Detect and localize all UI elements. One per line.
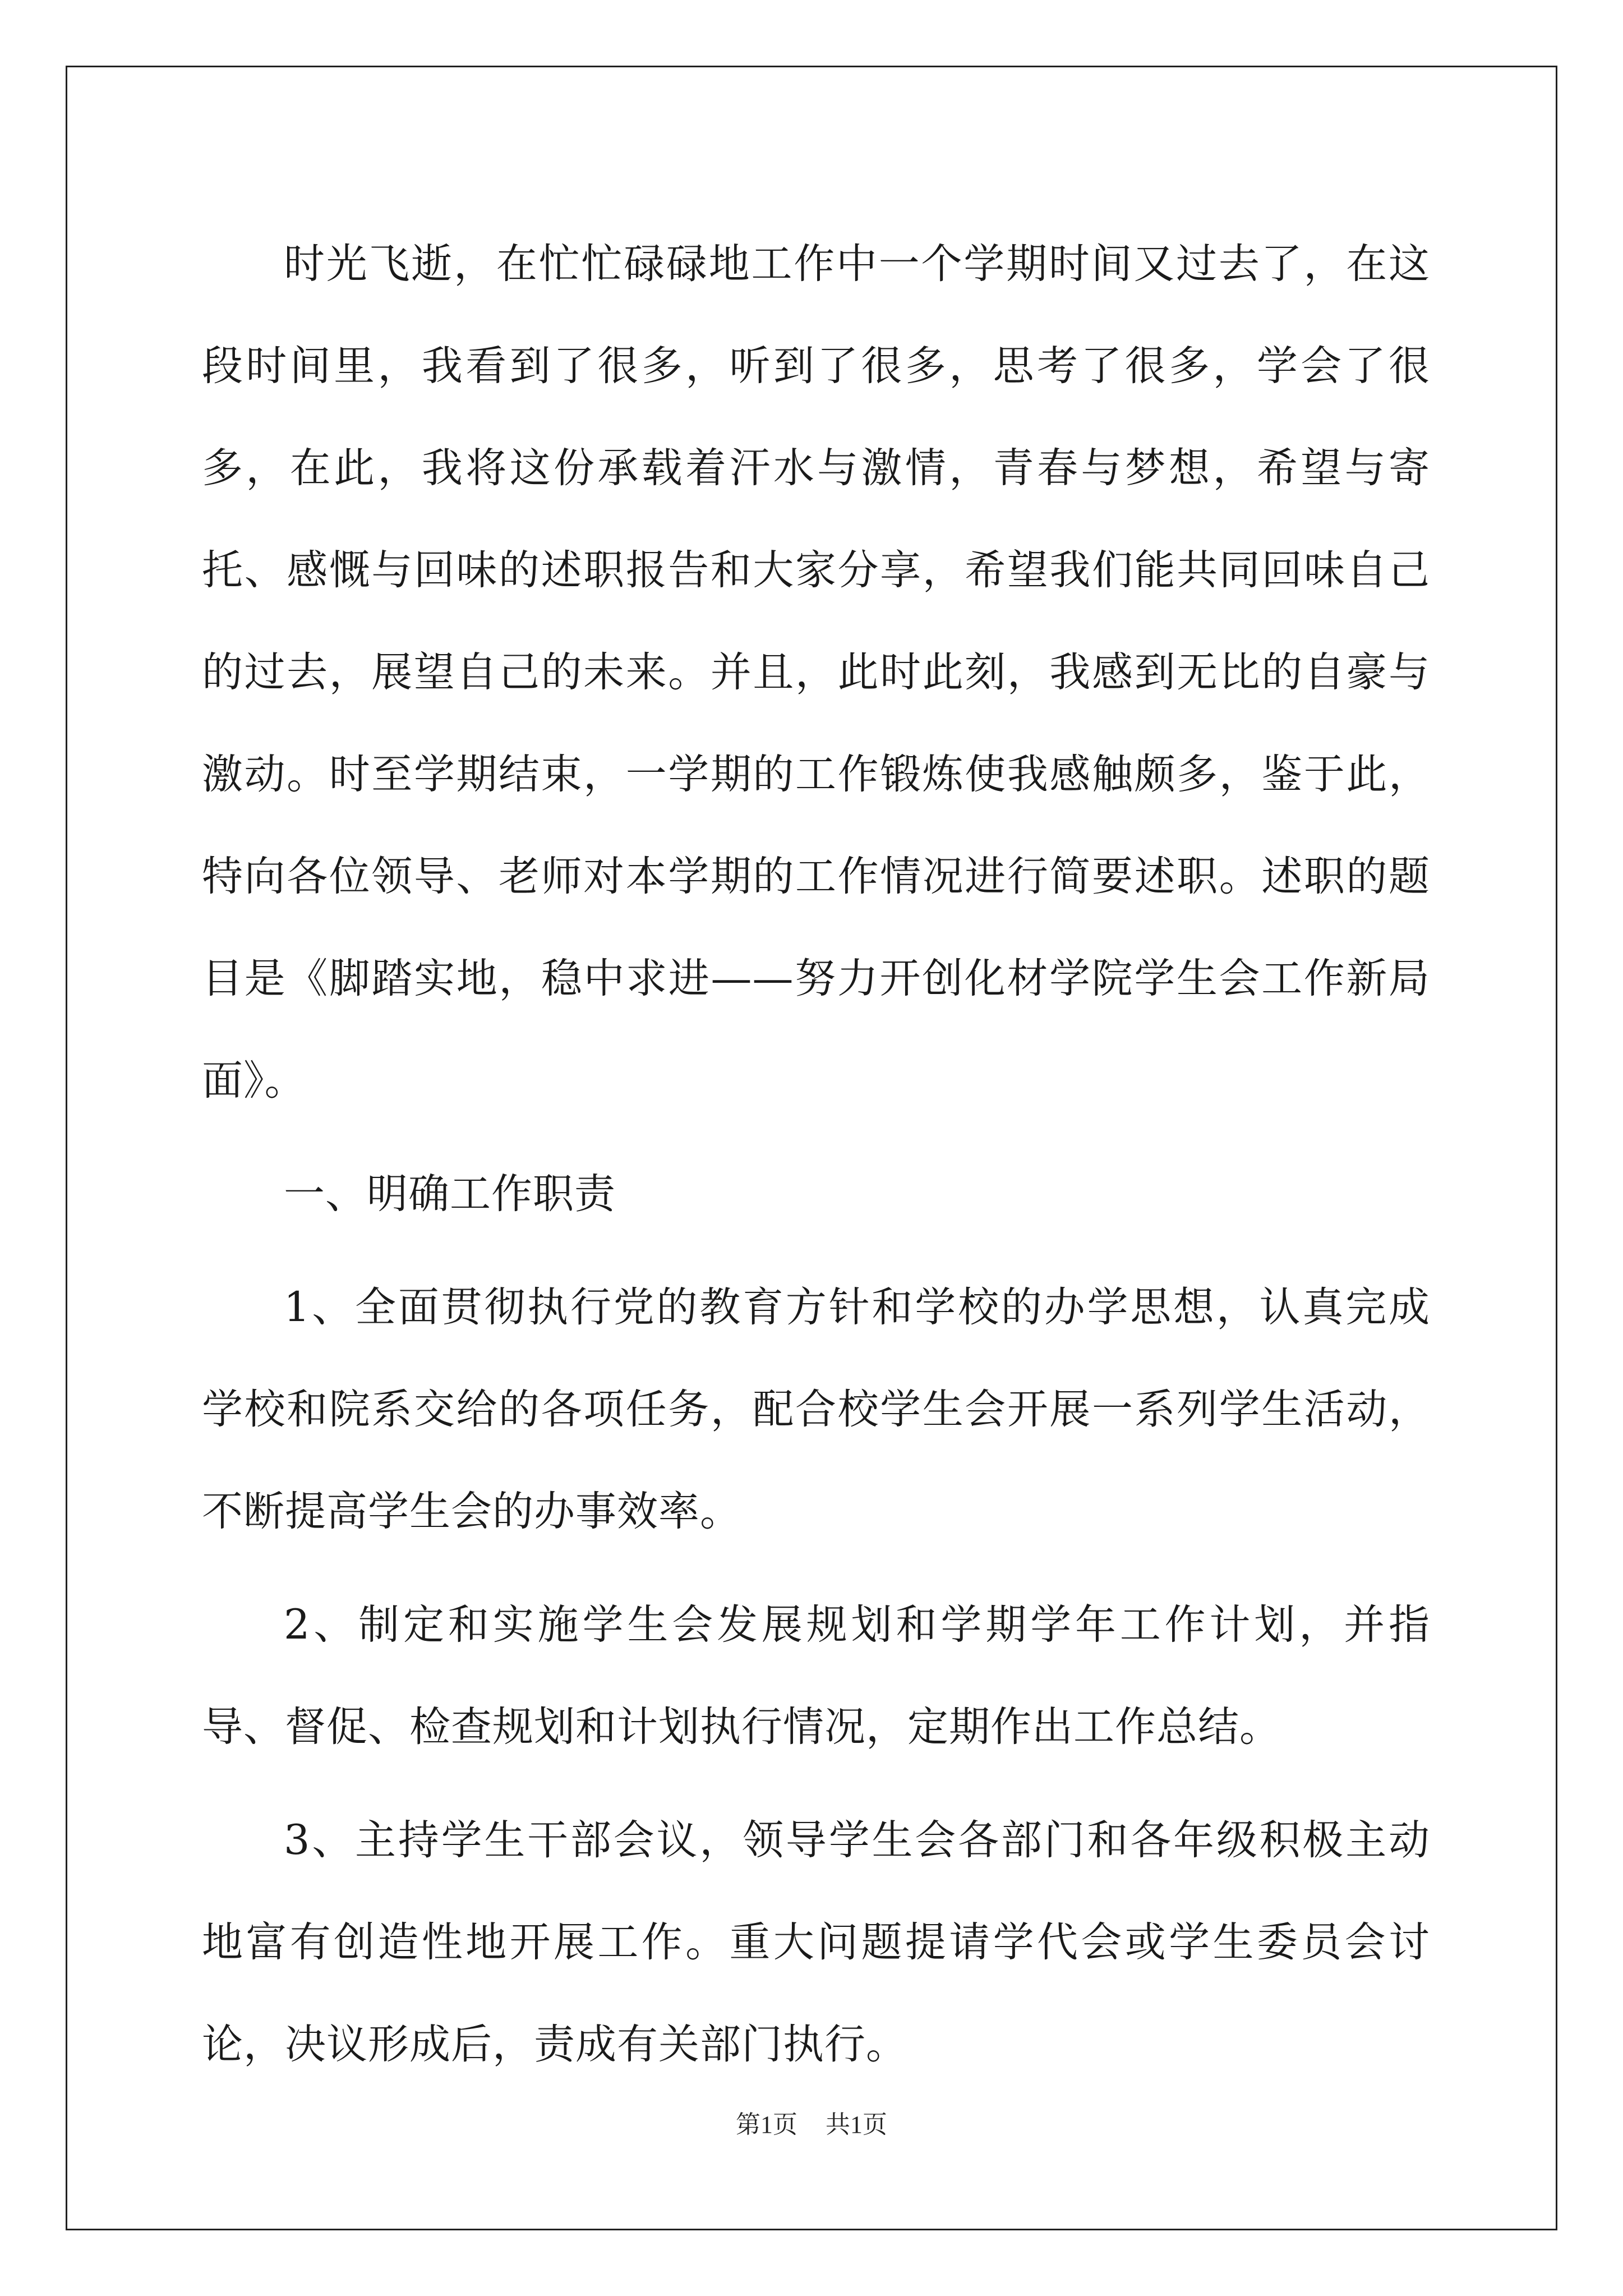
section-heading-duties: 一、明确工作职责	[284, 1170, 616, 1218]
paragraph-intro: 时光飞逝，在忙忙碌碌地工作中一个学期时间又过去了，在这段时间里，我看到了很多，听到了很多，思考了很多，学会了很多，在此，我将这份承载着汗水与激情，青春与梦想，希望与寄托、感慨与回味的述职报告和大家分享，希望我们能共同回味自己的过去，展望自己的未来。并且，此时此刻，我感到无比的自豪与激动。时至学期结束，一学期的工作锻炼使我感触颇多，鉴于此，特向各位领导、老师对本学期的工作情况进行简要述职。述职的题目是《脚踏实地，稳中求进——努力开创化材学院学生会工作新局面》。	[202, 240, 1430, 1105]
paragraph-item-2: 2、制定和实施学生会发展规划和学期学年工作计划，并指导、督促、检查规划和计划执行情况，定期作出工作总结。	[202, 1601, 1430, 1751]
page-footer	[0, 2108, 1623, 2142]
paragraph-item-3: 3、主持学生干部会议，领导学生会各部门和各年级积极主动地富有创造性地开展工作。重大问题提请学代会或学生委员会讨论，决议形成后，责成有关部门执行。	[202, 1816, 1430, 2068]
page-number: 第1页	[736, 2111, 797, 2138]
document-body	[202, 213, 1430, 2096]
paragraph-item-1: 1、全面贯彻执行党的教育方针和学校的办学思想，认真完成学校和院系交给的各项任务，配合校学生会开展一系列学生活动，不断提高学生会的办事效率。	[202, 1283, 1430, 1535]
page-total: 共1页	[826, 2111, 887, 2138]
